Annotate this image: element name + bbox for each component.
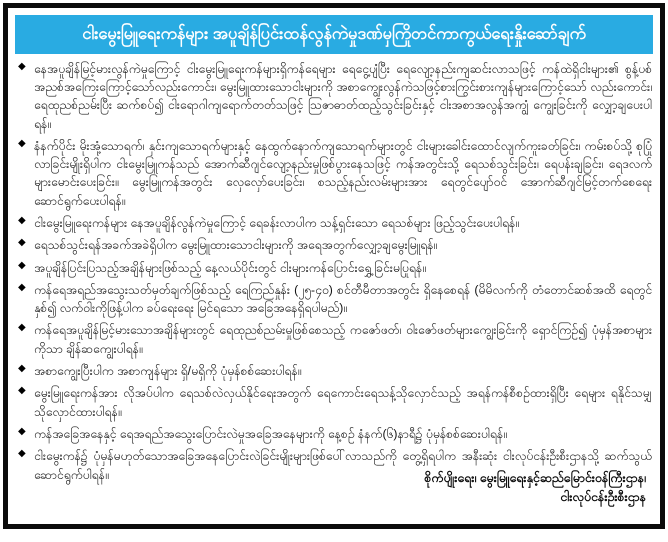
bullet-text: ငါးမွေးမြူရေးကန်များ နေအပူချိန်လွန်ကဲမှုကြောင့် ရေခန်းလာပါက သန့်ရှင်းသော ရေသစ်များ ဖြည့်သွင်းပေးပါရန်။ [34, 216, 519, 230]
diamond-bullet-icon: ◆ [18, 215, 26, 226]
bullet-text: ကန်ရေအရည်အသွေးသတ်မှတ်ချက်ဖြစ်သည့် ရေကြည်နှုန်း (၂၅-၄၀) စင်တီမီတာအတွင်း ရှိနေစေရန် (မိမိလက်ကို တံတောင်ဆစ်အထိ ရေတွင်နှစ်၍ လက်ဝါးကိုဖြန့်ပါက ခပ်ရေးရေး မြင်ရသော အခြေအနေရှိရပါမည်)။ [34, 282, 652, 316]
list-item [18, 214, 652, 232]
diamond-bullet-icon: ◆ [18, 237, 26, 249]
list-item [18, 447, 652, 484]
bullet-text: ကန်ရေအပူချိန်မြင့်မားသောအချိန်များတွင် ရေထုညစ်ညမ်းမှုဖြစ်စေသည့် ကဇော်ဖတ်၊ ဝါးဇော်ဖတ်များကျွေးခြင်းကို ရှောင်ကြဉ်၍ ပုံမှန်အစာများကိုသာ ချိန်ဆကျွေးပါရန်။ [34, 323, 652, 356]
bullet-text: ကန်အခြေအနေနှင့် ရေအရည်အသွေးပြောင်းလဲမှုအခြေအနေများကို နေ့စဉ် နံနက်(၆)နာရီ၌ ပုံမှန်စစ်ဆေးပါရန်။ [34, 426, 507, 441]
diamond-bullet-icon: ◆ [18, 448, 26, 460]
diamond-bullet-icon: ◆ [18, 259, 26, 271]
header-bar [15, 15, 653, 54]
signature-department: ငါးလုပ်ငန်းဦးစီးဌာန [560, 490, 646, 505]
signature-ministry: စိုက်ပျိုးရေး၊ မွေးမြူရေးနှင့်ဆည်မြောင်းဝန်ကြီးဌာန၊ [424, 470, 646, 485]
bullet-text: နေအပူချိန်မြင့်မားလွန်ကဲမှုကြောင့် ငါးမွေးမြူရေးကန်များရှိကန်ရေများ ရေငွေ့ပျံပြီး ရေလျော့နည်းကျဆင်းလာသဖြင့် ကန်ထဲရှိငါးများ၏ စွန့်ပစ်အညစ်အကြေးကြောင့်သော်လည်းကောင်း၊ မွေးမြူထားသောငါးများကို အစာကျွေးလွန်ကဲသဖြင့်စားကြွင်းစားကျန်များကြောင့်သော် လည်းကောင်း၊ ရေထုညစ်ညမ်းပြီး ဆက်စပ်၍ ငါးရောဂါကျရောက်တတ်သဖြင့် သြဇာဓာတ်ထည့်သွင်းခြင်းနှင့် ငါးအစာအလွန်အကျွံ ကျွေးခြင်းကို လျှော့ချပေးပါရန်။ [34, 61, 652, 131]
bullet-text: မွေးမြူရေးကန်အား လိုအပ်ပါက ရေသစ်လဲလှယ်နိုင်ရေးအတွက် ရေကောင်းရေသန့်သိုလှောင်သည့် အရန်ကန်စီစဉ်ထားရှိပြီး ရေများ ရနိုင်သမျှ သိုလှောင်ထားပါရန်။ [34, 386, 652, 419]
bullet-text: နံနက်ပိုင်း မိုးအုံ့သောရက်၊ နှင်းကျသောရက်များနှင့် နေထွက်နောက်ကျသောရက်များတွင် ငါးများခေါင်းထောင်လျက်ကူးခတ်ခြင်း၊ ကမ်းစပ်သို့ စုပြုံလာခြင်းမျိုးရှိပါက ငါးမွေးမြူကန်သည် အောက်ဆီဂျင်လျော့နည်းမှုဖြစ်ပွားနေသဖြင့် ကန်အတွင်းသို့ ရေသစ်သွင်းခြင်း၊ ရေပန်းချခြင်း၊ ရေဒလက်များမောင်းပေးခြင်း။ မွေးမြူကန်အတွင်း လှေလှော်ပေးခြင်း၊ စသည့်နည်းလမ်းများအား ရေတွင်ပျော်ဝင် အောက်ဆီဂျင်မြင့်တက်စေရေး ဆောင်ရွက်ပေးပါရန်။ [34, 138, 652, 208]
diamond-bullet-icon: ◆ [18, 425, 26, 437]
list-item [18, 425, 652, 443]
bullet-text: ငါးမွေးကန်၌ ပုံမှန်မဟုတ်သောအခြေအနေပြောင်းလဲခြင်းမျိုးများဖြစ်ပေါ်လာသည်ကို တွေ့ရှိရပါက အနီးဆုံး ငါးလုပ်ငန်းဦးစီးဌာနသို့ ဆက်သွယ်ဆောင်ရွက်ပါရန်။ [34, 449, 652, 482]
diamond-bullet-icon: ◆ [18, 60, 26, 72]
bullet-text: အပူချိန်ပြင်းပြသည့်အချိန်များဖြစ်သည့် နေ့လယ်ပိုင်းတွင် ငါးများကန်ပြောင်းရွှေ့ခြင်းမပြုရန်။ [34, 260, 426, 275]
list-item [18, 259, 652, 277]
list-item [18, 60, 652, 133]
bullet-text: အစာကျွေးပြီးပါက အစာကျန်များ ရှိ/မရှိကို ပုံမှန်စစ်ဆေးပါရန်။ [34, 364, 302, 379]
advisory-bullet-list [18, 60, 652, 484]
list-item [18, 281, 652, 318]
document-border-frame [3, 3, 665, 529]
page-title: ငါးမွေးမြူရေးကန်များ အပူချိန်ပြင်းထန်လွန်ကဲမှုဒဏ်မှကြိုတင်ကာကွယ်ရေးနှိုးဆော်ချက် [82, 25, 586, 43]
list-item [18, 362, 652, 380]
diamond-bullet-icon: ◆ [18, 385, 26, 397]
diamond-bullet-icon: ◆ [18, 137, 26, 149]
list-item [18, 137, 652, 210]
bullet-text: ရေသစ်သွင်းရန်အခက်အခဲရှိပါက မွေးမြူထားသောငါးများကို အရေအတွက်လျှော့ချမွေးမြူရန်။ [34, 238, 438, 253]
list-item [18, 321, 652, 358]
diamond-bullet-icon: ◆ [18, 322, 26, 334]
list-item [18, 384, 652, 421]
diamond-bullet-icon: ◆ [18, 363, 26, 375]
diamond-bullet-icon: ◆ [18, 281, 26, 293]
list-item [18, 236, 652, 254]
